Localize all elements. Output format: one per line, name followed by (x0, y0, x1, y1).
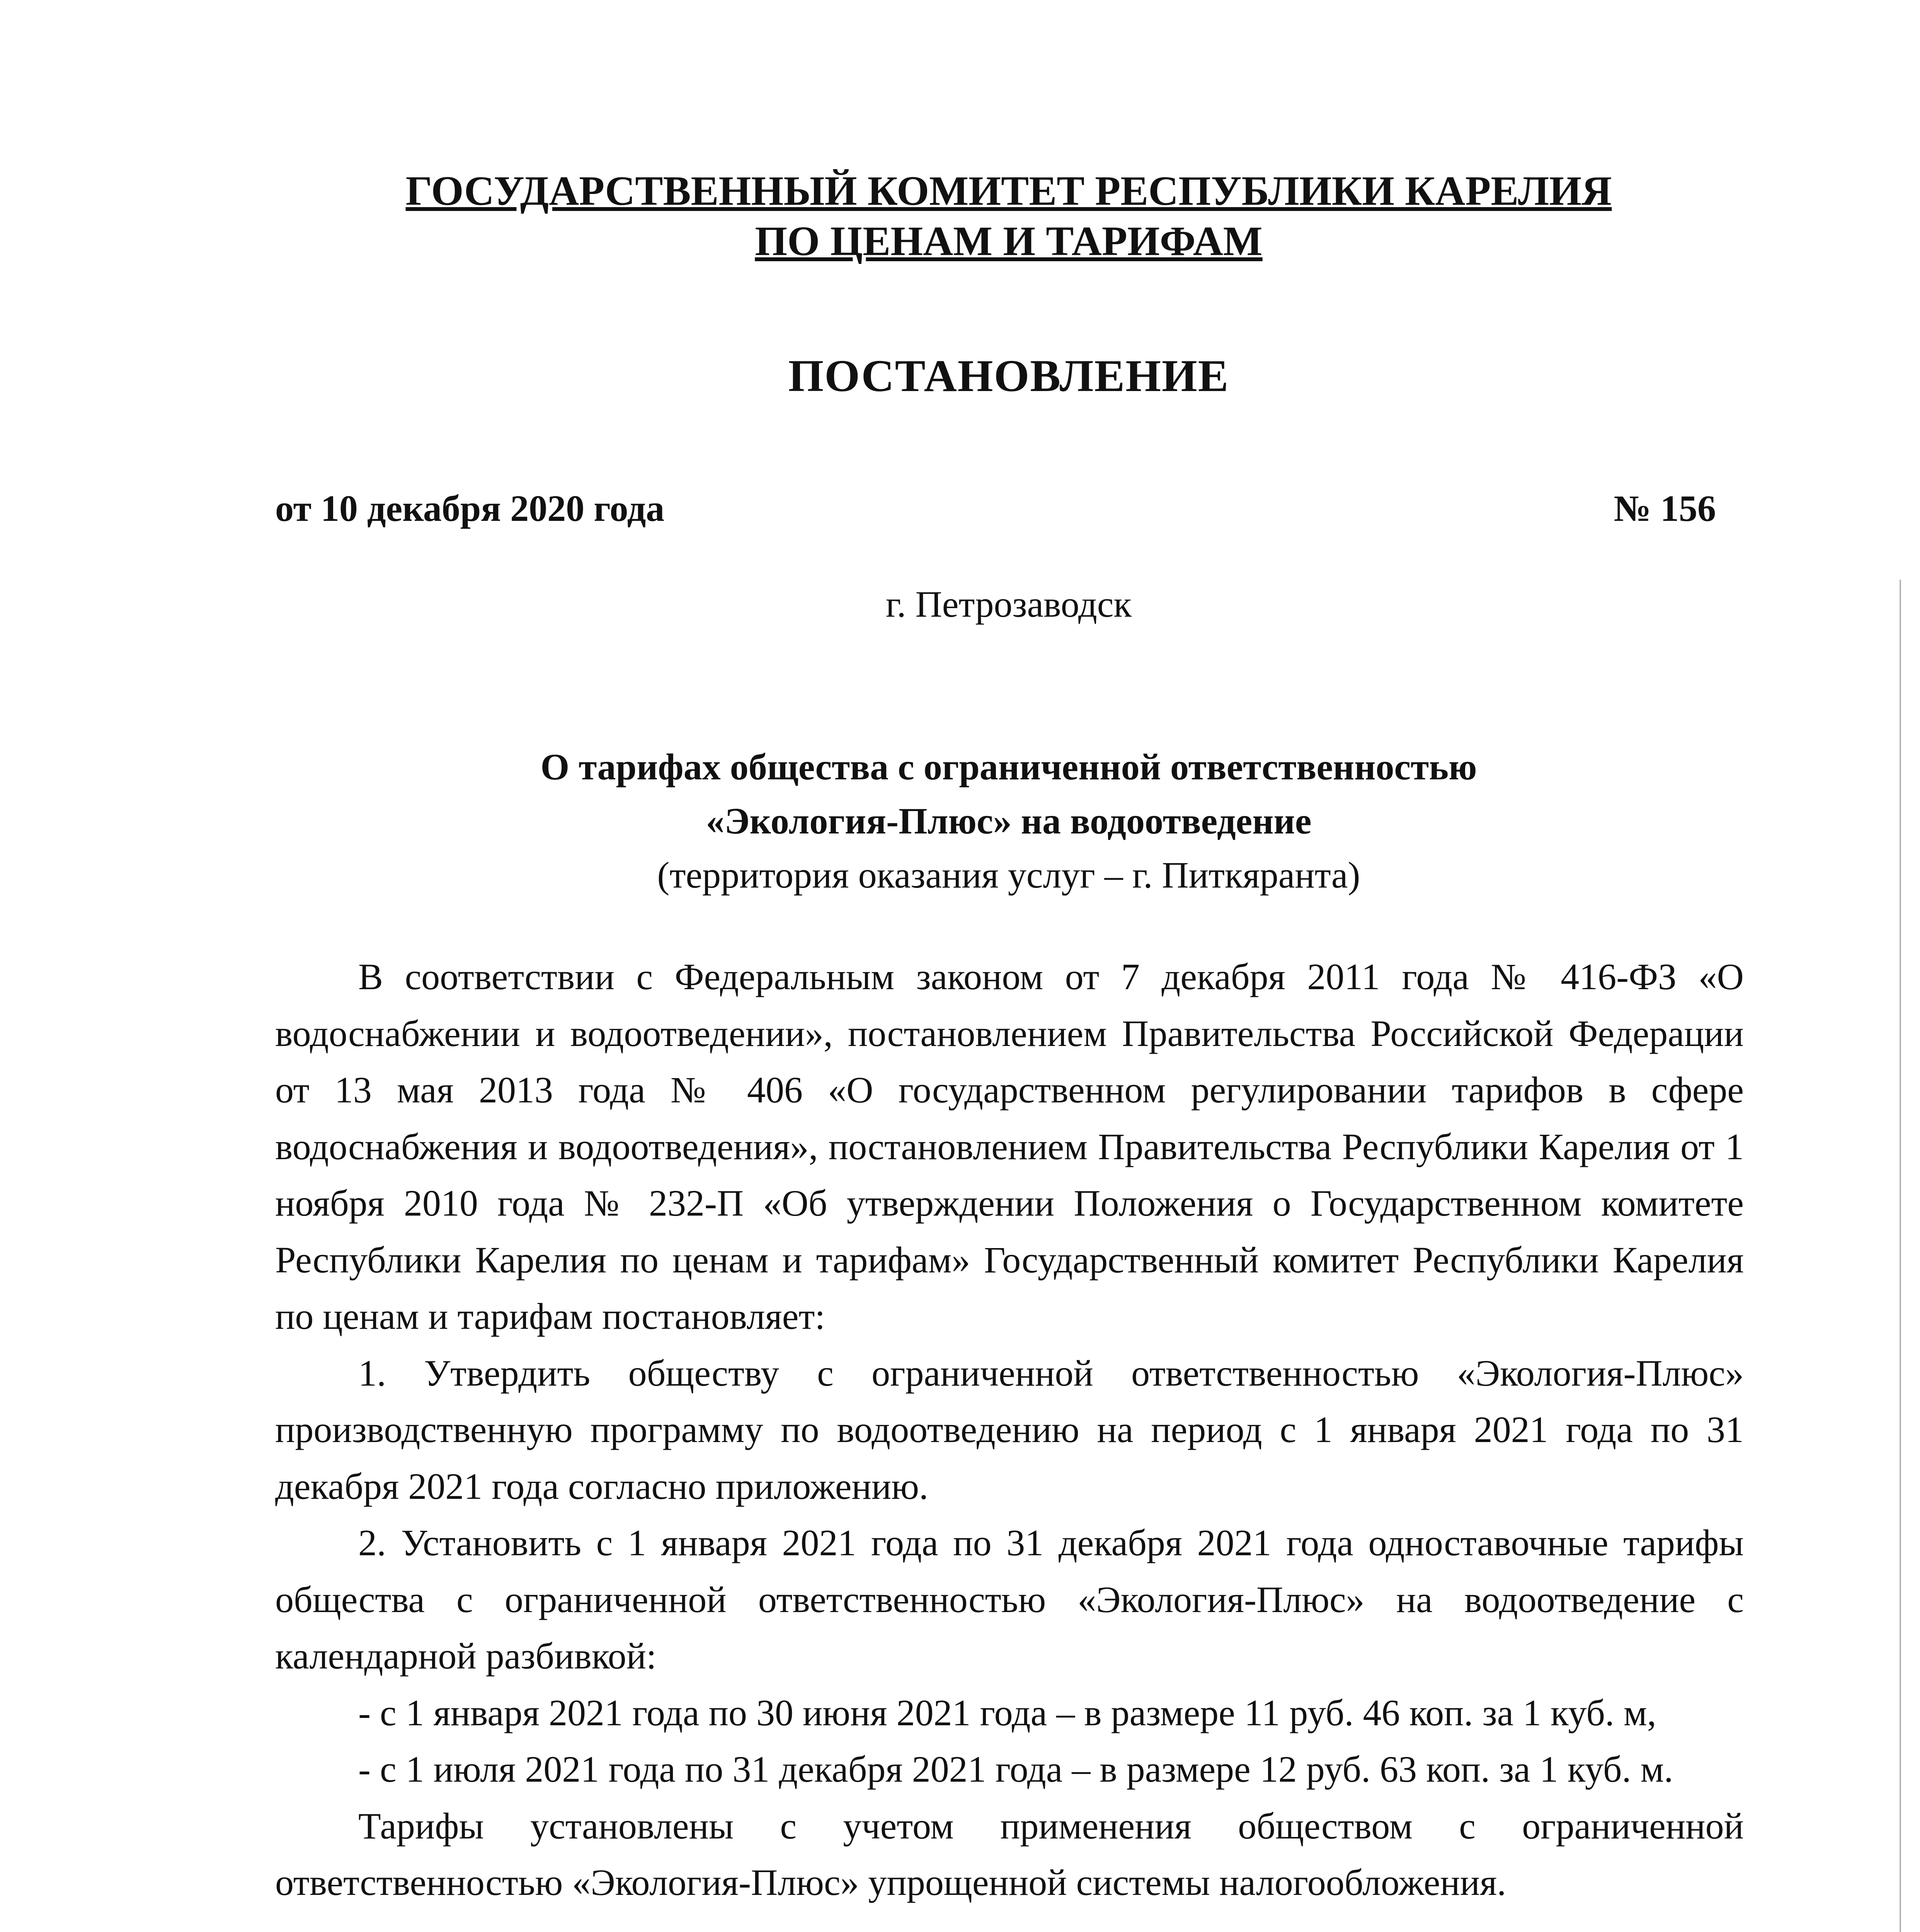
tariff-period-1: - с 1 января 2021 года по 30 июня 2021 года – в размере 11 руб. 46 коп. за 1 куб. м, (358, 1692, 1656, 1733)
document-number: № 156 (1614, 488, 1716, 529)
document-city: г. Петрозаводск (885, 583, 1132, 625)
organization-title (0, 166, 1920, 267)
paragraph-tax-note: Тарифы установлены с учетом применения обществом с ограниченной ответственностью «Экология-Плюс» упрощенной системы налогообложения. (275, 1805, 1744, 1903)
subject-line-3: (территория оказания услуг – г. Питкяранта) (657, 854, 1360, 896)
subject-line-2: «Экология-Плюс» на водоотведение (706, 800, 1312, 842)
paragraph-item-2: 2. Установить с 1 января 2021 года по 31 декабря 2021 года одноставочные тарифы общества с ограниченной ответственностью «Экология-Плюс» на водоотведение с календарной разбивкой: (275, 1522, 1744, 1677)
document-date: от 10 декабря 2020 года (275, 488, 665, 529)
subject-line-1: О тарифах общества с ограниченной ответственностью (540, 746, 1477, 787)
org-line-2: ПО ЦЕНАМ И ТАРИФАМ (755, 218, 1263, 264)
paragraph-preamble: В соответствии с Федеральным законом от 7 декабря 2011 года № 416-ФЗ «О водоснабжении и водоотведении», постановлением Правительства Российской Федерации от 13 мая 2013 года № 406 «О государственном регулировании тарифов в сфере водоснабжения и водоотведения», постановлением Правительства Республики Карелия от 1 ноября 2010 года № 232-П «Об утверждении Положения о Государственном комитете Республики Карелия по ценам и тарифам» Государственный комитет Республики Карелия по ценам и тарифам постановляет: (275, 956, 1744, 1337)
tariff-period-2: - с 1 июля 2021 года по 31 декабря 2021 года – в размере 12 руб. 63 коп. за 1 куб. м. (358, 1748, 1673, 1790)
document-type: ПОСТАНОВЛЕНИЕ (788, 350, 1229, 401)
paragraph-item-1: 1. Утвердить обществу с ограниченной ответственностью «Экология-Плюс» производственную программу по водоотведению на период с 1 января 2021 года по 31 декабря 2021 года согласно приложению. (275, 1352, 1744, 1507)
org-line-1: ГОСУДАРСТВЕННЫЙ КОМИТЕТ РЕСПУБЛИКИ КАРЕЛИЯ (405, 168, 1612, 214)
document-body (275, 949, 1744, 1911)
